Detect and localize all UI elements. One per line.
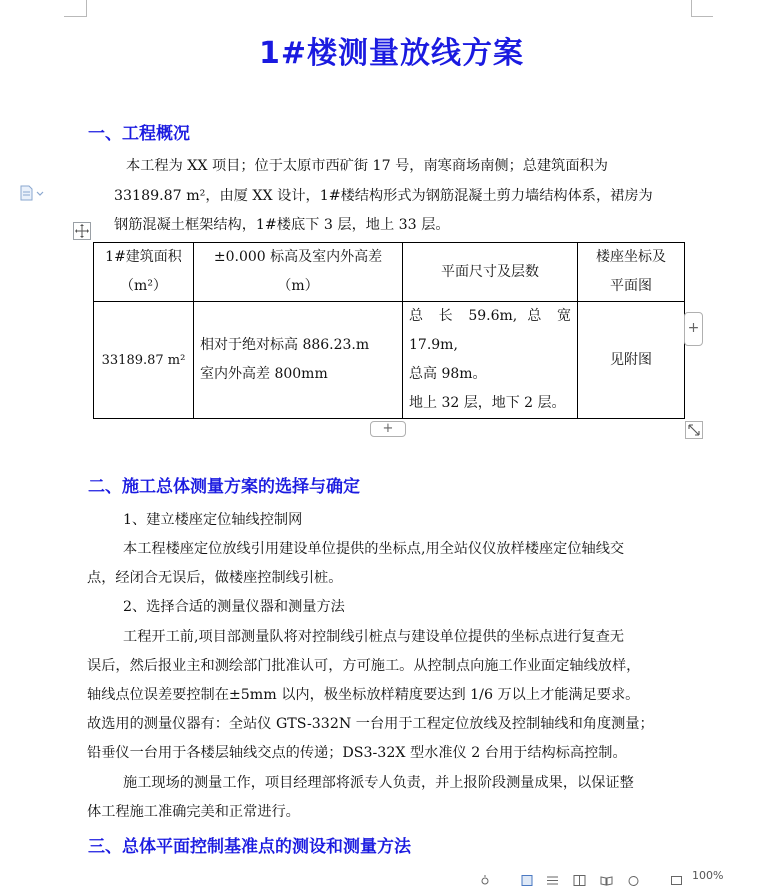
overview-line-3: 钢筋混凝土框架结构，1#楼底下 3 层，地上 33 层。 <box>114 217 450 233</box>
cell-dimensions-line-1: 总 长 59.6m, 总 宽 <box>409 308 571 324</box>
crop-mark-top-left-v <box>86 0 87 17</box>
crop-mark-top-right-v <box>691 0 692 17</box>
header-elevation-line-1: ±0.000 标高及室内外高差 <box>213 249 383 265</box>
s2-line-2: 本工程楼座定位放线引用建设单位提供的坐标点,用全站仪仪放样楼座定位轴线交 <box>123 541 625 557</box>
document-title: 1#楼测量放线方案 <box>258 36 524 71</box>
cell-dimensions-line-2: 17.9m, <box>409 337 458 353</box>
add-column-button[interactable]: + <box>684 312 703 346</box>
header-coords-line-1: 楼座坐标及 <box>596 249 666 265</box>
header-coords <box>578 243 685 302</box>
header-dimensions <box>403 243 578 302</box>
read-mode-icon[interactable] <box>600 871 613 882</box>
header-coords-line-2: 平面图 <box>610 278 652 294</box>
page-view-icon[interactable] <box>521 871 534 882</box>
table-row <box>94 302 685 419</box>
globe-icon[interactable] <box>627 871 640 882</box>
cell-dimensions <box>403 302 578 419</box>
crop-mark-top-right-h <box>691 16 713 17</box>
overview-line-1: 本工程为 XX 项目；位于太原市西矿街 17 号，南寒商场南侧；总建筑面积为 <box>126 158 608 174</box>
fit-page-icon[interactable] <box>670 871 683 882</box>
add-row-button[interactable]: + <box>370 421 406 437</box>
cell-dimensions-line-3: 总高 98m。 <box>409 366 487 382</box>
section-heading-survey-plan: 二、施工总体测量方案的选择与确定 <box>88 477 360 497</box>
header-elevation-line-2: （m） <box>277 278 319 294</box>
crop-mark-top-left-h <box>64 16 86 17</box>
table-move-handle[interactable] <box>73 222 91 240</box>
cell-elevation-line-2: 室内外高差 800mm <box>200 366 328 382</box>
cell-elevation <box>194 302 403 419</box>
header-dimensions-line-1: 平面尺寸及层数 <box>441 263 539 280</box>
zoom-level[interactable]: 100% <box>692 869 724 882</box>
s2-line-9: 铅垂仪一台用于各楼层轴线交点的传递；DS3-32X 型水准仪 2 台用于结构标高控制。 <box>87 745 627 761</box>
s2-line-1: 1、建立楼座定位轴线控制网 <box>123 512 303 528</box>
s2-line-7: 轴线点位误差要控制在±5mm 以内，极坐标放样精度要达到 1/6 万以上才能满足要求。 <box>87 687 640 703</box>
s2-line-4: 2、选择合适的测量仪器和测量方法 <box>123 599 345 615</box>
section-heading-control-points: 三、总体平面控制基准点的测设和测量方法 <box>88 837 411 857</box>
s2-line-11: 体工程施工准确完美和正常进行。 <box>87 804 300 820</box>
web-view-icon[interactable] <box>573 871 586 882</box>
overview-line-2: 33189.87 m²，由厦 XX 设计，1#楼结构形式为钢筋混凝土剪力墙结构体系，裙房为 <box>114 188 653 204</box>
header-area <box>94 243 194 302</box>
project-info-table <box>93 242 685 419</box>
s2-line-6: 误后，然后报业主和测绘部门批准认可，方可施工。从控制点向施工作业面定轴线放样， <box>87 658 641 674</box>
cell-elevation-line-1: 相对于绝对标高 886.23.m <box>200 337 370 353</box>
header-area-line-1: 1#建筑面积 <box>105 249 182 265</box>
status-bar <box>460 868 783 882</box>
cell-dimensions-line-4: 地上 32 层，地下 2 层。 <box>409 395 566 411</box>
header-area-line-2: （m²） <box>120 278 167 294</box>
status-icon[interactable] <box>478 871 492 882</box>
section-heading-overview: 一、工程概况 <box>88 124 190 144</box>
cell-coords: 见附图 <box>578 302 685 419</box>
table-header-row <box>94 243 685 302</box>
header-elevation <box>194 243 403 302</box>
outline-view-icon[interactable] <box>546 871 559 882</box>
s2-line-10: 施工现场的测量工作，项目经理部将派专人负责，并上报阶段测量成果，以保证整 <box>123 775 634 791</box>
cell-area: 33189.87 m² <box>94 302 194 419</box>
s2-line-8: 故选用的测量仪器有：全站仪 GTS-332N 一台用于工程定位放线及控制轴线和角度测量； <box>87 716 654 732</box>
s2-line-5: 工程开工前,项目部测量队将对控制线引桩点与建设单位提供的坐标点进行复查无 <box>123 629 625 645</box>
table-resize-handle[interactable] <box>685 421 703 439</box>
s2-line-3: 点，经闭合无误后，做楼座控制线引桩。 <box>87 570 343 586</box>
document-outline-icon[interactable] <box>20 185 46 201</box>
